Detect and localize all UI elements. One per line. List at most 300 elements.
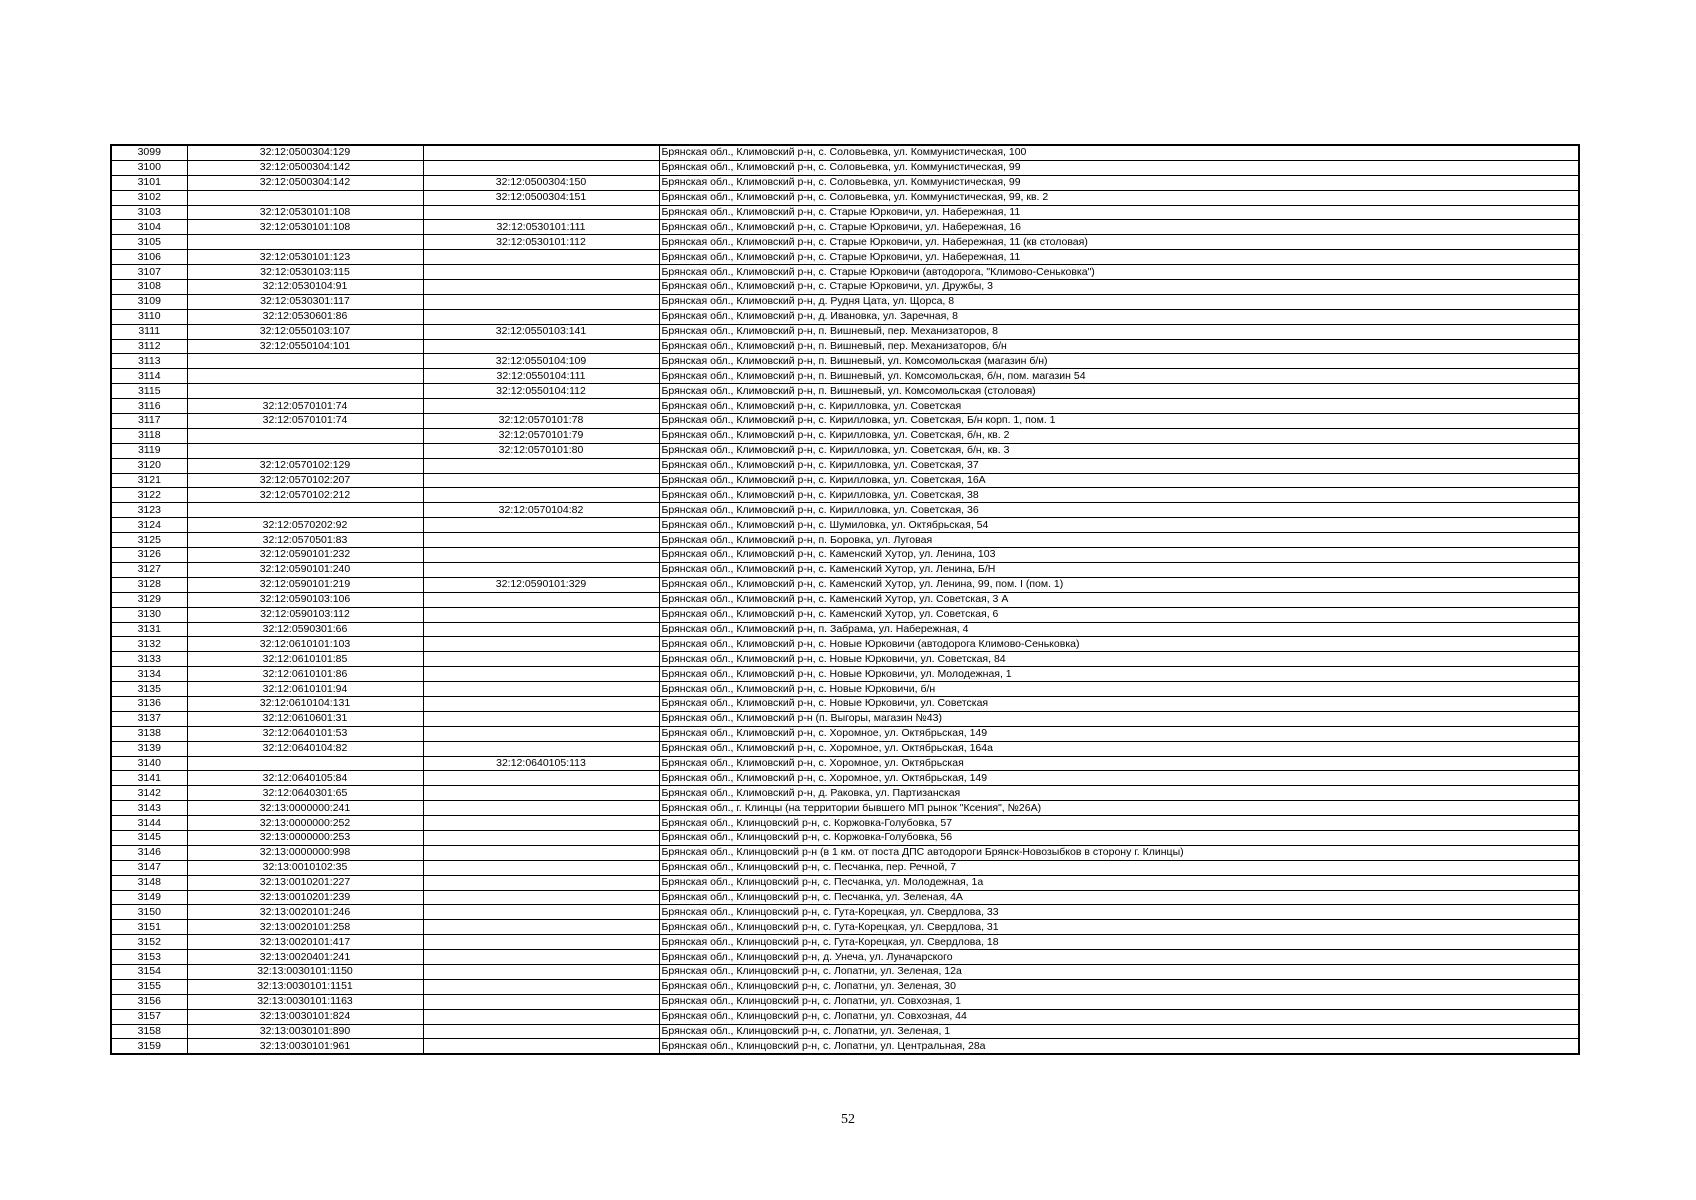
table-row [111, 562, 1579, 577]
page-number: 52 [841, 1112, 855, 1127]
address: Брянская обл., Климовский р-н, д. Раковка, ул. Партизанская [659, 786, 1579, 801]
cadastral-number: 32:12:0640105:84 [187, 771, 423, 786]
cadastral-number [187, 354, 423, 369]
related-cadastral-number [423, 830, 659, 845]
table-row [111, 265, 1579, 280]
row-number: 3102 [111, 190, 187, 205]
table-row [111, 443, 1579, 458]
address: Брянская обл., Климовский р-н (п. Выгоры, магазин №43) [659, 711, 1579, 726]
table-row [111, 607, 1579, 622]
cadastral-number [187, 756, 423, 771]
address: Брянская обл., Клинцовский р-н, с. Лопатни, ул. Зеленая, 12а [659, 964, 1579, 979]
cadastral-number: 32:12:0610601:31 [187, 711, 423, 726]
table-row [111, 1024, 1579, 1039]
related-cadastral-number [423, 1039, 659, 1054]
address: Брянская обл., Климовский р-н, с. Кирилловка, ул. Советская, 37 [659, 458, 1579, 473]
row-number: 3115 [111, 384, 187, 399]
address: Брянская обл., Климовский р-н, с. Новые Юрковичи, ул. Советская, 84 [659, 652, 1579, 667]
cadastral-number: 32:13:0000000:252 [187, 816, 423, 831]
row-number: 3104 [111, 220, 187, 235]
address: Брянская обл., Климовский р-н, с. Каменский Хутор, ул. Советская, 3 А [659, 592, 1579, 607]
address: Брянская обл., Климовский р-н, с. Хоромное, ул. Октябрьская [659, 756, 1579, 771]
cadastral-number: 32:13:0010201:239 [187, 890, 423, 905]
cadastral-number: 32:12:0500304:129 [187, 145, 423, 160]
cadastral-number: 32:12:0590301:66 [187, 622, 423, 637]
related-cadastral-number [423, 473, 659, 488]
table-row [111, 637, 1579, 652]
address: Брянская обл., Климовский р-н, с. Старые Юрковичи, ул. Дружбы, 3 [659, 280, 1579, 295]
table-row [111, 875, 1579, 890]
address: Брянская обл., Климовский р-н, с. Шумиловка, ул. Октябрьская, 54 [659, 518, 1579, 533]
table-row [111, 280, 1579, 295]
row-number: 3139 [111, 741, 187, 756]
row-number: 3155 [111, 979, 187, 994]
table-row [111, 324, 1579, 339]
address: Брянская обл., Климовский р-н, с. Старые Юрковичи, ул. Набережная, 16 [659, 220, 1579, 235]
table-row [111, 771, 1579, 786]
table-row [111, 294, 1579, 309]
related-cadastral-number [423, 399, 659, 414]
row-number: 3156 [111, 994, 187, 1009]
cadastral-number: 32:13:0030101:1151 [187, 979, 423, 994]
related-cadastral-number [423, 280, 659, 295]
table-row [111, 250, 1579, 265]
cadastral-number: 32:12:0590101:240 [187, 562, 423, 577]
cadastral-number: 32:12:0500304:142 [187, 160, 423, 175]
cadastral-number: 32:12:0530101:123 [187, 250, 423, 265]
related-cadastral-number [423, 935, 659, 950]
cadastral-number: 32:12:0530101:108 [187, 220, 423, 235]
cadastral-number: 32:13:0000000:998 [187, 845, 423, 860]
document-sheet [110, 144, 1580, 1055]
address: Брянская обл., Климовский р-н, с. Старые Юрковичи, ул. Набережная, 11 (кв столовая) [659, 235, 1579, 250]
address: Брянская обл., Климовский р-н, п. Боровка, ул. Луговая [659, 533, 1579, 548]
address: Брянская обл., Климовский р-н, с. Соловьевка, ул. Коммунистическая, 100 [659, 145, 1579, 160]
row-number: 3125 [111, 533, 187, 548]
address: Брянская обл., Клинцовский р-н, с. Лопатни, ул. Зеленая, 30 [659, 979, 1579, 994]
cadastral-number: 32:12:0570501:83 [187, 533, 423, 548]
table-row [111, 458, 1579, 473]
address: Брянская обл., Климовский р-н, п. Вишневый, ул. Комсомольская (магазин б/н) [659, 354, 1579, 369]
table-row [111, 1009, 1579, 1024]
cadastral-number [187, 235, 423, 250]
address: Брянская обл., Климовский р-н, п. Вишневый, ул. Комсомольская (столовая) [659, 384, 1579, 399]
cadastral-number: 32:12:0530103:115 [187, 265, 423, 280]
related-cadastral-number [423, 726, 659, 741]
row-number: 3129 [111, 592, 187, 607]
cadastral-number: 32:12:0550104:101 [187, 339, 423, 354]
row-number: 3117 [111, 414, 187, 429]
related-cadastral-number [423, 205, 659, 220]
table-row [111, 994, 1579, 1009]
row-number: 3137 [111, 711, 187, 726]
address: Брянская обл., Климовский р-н, п. Вишневый, пер. Механизаторов, 8 [659, 324, 1579, 339]
address: Брянская обл., Климовский р-н, с. Кирилловка, ул. Советская, б/н, кв. 2 [659, 428, 1579, 443]
cadastral-number: 32:13:0020101:258 [187, 920, 423, 935]
row-number: 3109 [111, 294, 187, 309]
address: Брянская обл., Климовский р-н, с. Каменский Хутор, ул. Ленина, Б/Н [659, 562, 1579, 577]
related-cadastral-number [423, 950, 659, 965]
address: Брянская обл., Климовский р-н, с. Каменский Хутор, ул. Ленина, 99, пом. I (пом. 1) [659, 577, 1579, 592]
row-number: 3141 [111, 771, 187, 786]
row-number: 3108 [111, 280, 187, 295]
row-number: 3151 [111, 920, 187, 935]
table-row [111, 503, 1579, 518]
row-number: 3158 [111, 1024, 187, 1039]
row-number: 3152 [111, 935, 187, 950]
address: Брянская обл., Климовский р-н, с. Кирилловка, ул. Советская, б/н, кв. 3 [659, 443, 1579, 458]
table-row [111, 950, 1579, 965]
address: Брянская обл., Климовский р-н, д. Ивановка, ул. Заречная, 8 [659, 309, 1579, 324]
table-row [111, 399, 1579, 414]
row-number: 3144 [111, 816, 187, 831]
address: Брянская обл., Климовский р-н, с. Соловьевка, ул. Коммунистическая, 99 [659, 175, 1579, 190]
address: Брянская обл., Климовский р-н, с. Кирилловка, ул. Советская [659, 399, 1579, 414]
row-number: 3103 [111, 205, 187, 220]
table-row [111, 145, 1579, 160]
address: Брянская обл., Клинцовский р-н, с. Коржовка-Голубовка, 56 [659, 830, 1579, 845]
table-row [111, 488, 1579, 503]
table-row [111, 414, 1579, 429]
row-number: 3131 [111, 622, 187, 637]
address: Брянская обл., Клинцовский р-н, с. Гута-Корецкая, ул. Свердлова, 18 [659, 935, 1579, 950]
related-cadastral-number: 32:12:0500304:150 [423, 175, 659, 190]
row-number: 3136 [111, 696, 187, 711]
address: Брянская обл., Климовский р-н, с. Хоромное, ул. Октябрьская, 149 [659, 771, 1579, 786]
address: Брянская обл., Клинцовский р-н, с. Лопатни, ул. Совхозная, 44 [659, 1009, 1579, 1024]
row-number: 3113 [111, 354, 187, 369]
row-number: 3134 [111, 667, 187, 682]
address: Брянская обл., Климовский р-н, п. Вишневый, пер. Механизаторов, б/н [659, 339, 1579, 354]
related-cadastral-number: 32:12:0550104:111 [423, 369, 659, 384]
cadastral-number: 32:12:0530301:117 [187, 294, 423, 309]
cadastral-number: 32:12:0590103:106 [187, 592, 423, 607]
cadastral-number: 32:12:0570101:74 [187, 414, 423, 429]
row-number: 3121 [111, 473, 187, 488]
related-cadastral-number [423, 294, 659, 309]
cadastral-number: 32:12:0610101:85 [187, 652, 423, 667]
related-cadastral-number [423, 667, 659, 682]
table-row [111, 920, 1579, 935]
address: Брянская обл., Климовский р-н, с. Соловьевка, ул. Коммунистическая, 99 [659, 160, 1579, 175]
cadastral-number: 32:13:0030101:1163 [187, 994, 423, 1009]
cadastral-number: 32:12:0500304:142 [187, 175, 423, 190]
address: Брянская обл., г. Клинцы (на территории бывшего МП рынок "Ксения", №26А) [659, 801, 1579, 816]
related-cadastral-number [423, 979, 659, 994]
row-number: 3112 [111, 339, 187, 354]
table-row [111, 533, 1579, 548]
table-row [111, 354, 1579, 369]
address: Брянская обл., Клинцовский р-н, с. Лопатни, ул. Центральная, 28а [659, 1039, 1579, 1054]
row-number: 3153 [111, 950, 187, 965]
related-cadastral-number [423, 533, 659, 548]
row-number: 3099 [111, 145, 187, 160]
address: Брянская обл., Клинцовский р-н, д. Унеча, ул. Луначарского [659, 950, 1579, 965]
cadastral-number: 32:12:0590101:219 [187, 577, 423, 592]
related-cadastral-number [423, 637, 659, 652]
related-cadastral-number [423, 890, 659, 905]
table-row [111, 786, 1579, 801]
row-number: 3135 [111, 682, 187, 697]
cadastral-number: 32:12:0610101:94 [187, 682, 423, 697]
related-cadastral-number [423, 816, 659, 831]
address: Брянская обл., Клинцовский р-н, с. Лопатни, ул. Зеленая, 1 [659, 1024, 1579, 1039]
cadastral-number [187, 503, 423, 518]
cadastral-number: 32:12:0570102:207 [187, 473, 423, 488]
row-number: 3114 [111, 369, 187, 384]
row-number: 3106 [111, 250, 187, 265]
cadastral-number [187, 190, 423, 205]
row-number: 3130 [111, 607, 187, 622]
row-number: 3101 [111, 175, 187, 190]
table-row [111, 309, 1579, 324]
cadastral-number: 32:12:0610104:131 [187, 696, 423, 711]
row-number: 3159 [111, 1039, 187, 1054]
row-number: 3149 [111, 890, 187, 905]
table-row [111, 384, 1579, 399]
table-row [111, 860, 1579, 875]
related-cadastral-number: 32:12:0530101:111 [423, 220, 659, 235]
related-cadastral-number [423, 607, 659, 622]
table-row [111, 428, 1579, 443]
row-number: 3100 [111, 160, 187, 175]
table-row [111, 235, 1579, 250]
cadastral-number: 32:12:0610101:103 [187, 637, 423, 652]
address: Брянская обл., Клинцовский р-н, с. Песчанка, ул. Зеленая, 4А [659, 890, 1579, 905]
row-number: 3140 [111, 756, 187, 771]
address: Брянская обл., Климовский р-н, с. Старые Юрковичи, ул. Набережная, 11 [659, 250, 1579, 265]
registry-table [110, 144, 1580, 1055]
address: Брянская обл., Климовский р-н, с. Кирилловка, ул. Советская, 16А [659, 473, 1579, 488]
cadastral-number [187, 369, 423, 384]
row-number: 3119 [111, 443, 187, 458]
cadastral-number: 32:12:0610101:86 [187, 667, 423, 682]
table-row [111, 175, 1579, 190]
cadastral-number [187, 428, 423, 443]
row-number: 3150 [111, 905, 187, 920]
cadastral-number: 32:13:0000000:253 [187, 830, 423, 845]
related-cadastral-number: 32:12:0570101:80 [423, 443, 659, 458]
row-number: 3145 [111, 830, 187, 845]
address: Брянская обл., Клинцовский р-н, с. Песчанка, пер. Речной, 7 [659, 860, 1579, 875]
cadastral-number: 32:12:0530601:86 [187, 309, 423, 324]
cadastral-number: 32:13:0020101:417 [187, 935, 423, 950]
address: Брянская обл., Климовский р-н, с. Новые Юрковичи, ул. Молодежная, 1 [659, 667, 1579, 682]
related-cadastral-number: 32:12:0530101:112 [423, 235, 659, 250]
table-row [111, 890, 1579, 905]
cadastral-number: 32:12:0590103:112 [187, 607, 423, 622]
row-number: 3132 [111, 637, 187, 652]
table-row [111, 369, 1579, 384]
table-row [111, 935, 1579, 950]
row-number: 3133 [111, 652, 187, 667]
related-cadastral-number [423, 875, 659, 890]
table-row [111, 622, 1579, 637]
address: Брянская обл., Климовский р-н, с. Хоромное, ул. Октябрьская, 149 [659, 726, 1579, 741]
address: Брянская обл., Климовский р-н, с. Кирилловка, ул. Советская, 38 [659, 488, 1579, 503]
related-cadastral-number [423, 711, 659, 726]
cadastral-number: 32:12:0570101:74 [187, 399, 423, 414]
cadastral-number [187, 443, 423, 458]
table-row [111, 518, 1579, 533]
cadastral-number: 32:13:0030101:1150 [187, 964, 423, 979]
related-cadastral-number [423, 518, 659, 533]
row-number: 3142 [111, 786, 187, 801]
table-row [111, 205, 1579, 220]
related-cadastral-number [423, 786, 659, 801]
related-cadastral-number: 32:12:0570101:79 [423, 428, 659, 443]
table-row [111, 667, 1579, 682]
cadastral-number: 32:13:0030101:824 [187, 1009, 423, 1024]
row-number: 3143 [111, 801, 187, 816]
related-cadastral-number: 32:12:0590101:329 [423, 577, 659, 592]
cadastral-number: 32:13:0020401:241 [187, 950, 423, 965]
address: Брянская обл., Климовский р-н, с. Новые Юрковичи (автодорога Климово-Сеньковка) [659, 637, 1579, 652]
related-cadastral-number [423, 488, 659, 503]
related-cadastral-number [423, 592, 659, 607]
address: Брянская обл., Климовский р-н, д. Рудня Цата, ул. Щорса, 8 [659, 294, 1579, 309]
table-row [111, 756, 1579, 771]
row-number: 3123 [111, 503, 187, 518]
table-row [111, 190, 1579, 205]
cadastral-number: 32:12:0570102:129 [187, 458, 423, 473]
table-row [111, 741, 1579, 756]
address: Брянская обл., Клинцовский р-н, с. Песчанка, ул. Молодежная, 1а [659, 875, 1579, 890]
cadastral-number: 32:13:0010102:35 [187, 860, 423, 875]
row-number: 3120 [111, 458, 187, 473]
related-cadastral-number [423, 994, 659, 1009]
cadastral-number: 32:13:0000000:241 [187, 801, 423, 816]
related-cadastral-number [423, 265, 659, 280]
cadastral-number: 32:13:0030101:890 [187, 1024, 423, 1039]
address: Брянская обл., Климовский р-н, с. Старые Юрковичи (автодорога, "Климово-Сеньковка") [659, 265, 1579, 280]
related-cadastral-number [423, 801, 659, 816]
row-number: 3127 [111, 562, 187, 577]
table-row [111, 845, 1579, 860]
cadastral-number: 32:12:0590101:232 [187, 548, 423, 563]
cadastral-number: 32:12:0550103:107 [187, 324, 423, 339]
cadastral-number: 32:12:0640101:53 [187, 726, 423, 741]
row-number: 3105 [111, 235, 187, 250]
related-cadastral-number [423, 920, 659, 935]
table-row [111, 220, 1579, 235]
row-number: 3124 [111, 518, 187, 533]
table-row [111, 652, 1579, 667]
table-row [111, 682, 1579, 697]
row-number: 3128 [111, 577, 187, 592]
related-cadastral-number: 32:12:0500304:151 [423, 190, 659, 205]
table-row [111, 711, 1579, 726]
row-number: 3146 [111, 845, 187, 860]
row-number: 3118 [111, 428, 187, 443]
related-cadastral-number [423, 250, 659, 265]
table-row [111, 816, 1579, 831]
related-cadastral-number: 32:12:0550104:109 [423, 354, 659, 369]
address: Брянская обл., Климовский р-н, с. Старые Юрковичи, ул. Набережная, 11 [659, 205, 1579, 220]
cadastral-number: 32:12:0570102:212 [187, 488, 423, 503]
related-cadastral-number [423, 160, 659, 175]
address: Брянская обл., Климовский р-н, с. Новые Юрковичи, ул. Советская [659, 696, 1579, 711]
related-cadastral-number [423, 309, 659, 324]
related-cadastral-number [423, 741, 659, 756]
cadastral-number: 32:12:0530104:91 [187, 280, 423, 295]
related-cadastral-number [423, 696, 659, 711]
related-cadastral-number [423, 652, 659, 667]
address: Брянская обл., Клинцовский р-н, с. Гута-Корецкая, ул. Свердлова, 31 [659, 920, 1579, 935]
cadastral-number: 32:12:0640301:65 [187, 786, 423, 801]
row-number: 3110 [111, 309, 187, 324]
row-number: 3122 [111, 488, 187, 503]
related-cadastral-number [423, 145, 659, 160]
cadastral-number: 32:13:0010201:227 [187, 875, 423, 890]
related-cadastral-number [423, 845, 659, 860]
address: Брянская обл., Клинцовский р-н, с. Лопатни, ул. Совхозная, 1 [659, 994, 1579, 1009]
table-row [111, 830, 1579, 845]
table-row [111, 160, 1579, 175]
address: Брянская обл., Климовский р-н, с. Каменский Хутор, ул. Советская, 6 [659, 607, 1579, 622]
related-cadastral-number: 32:12:0570104:82 [423, 503, 659, 518]
cadastral-number [187, 384, 423, 399]
related-cadastral-number: 32:12:0570101:78 [423, 414, 659, 429]
cadastral-number: 32:12:0570202:92 [187, 518, 423, 533]
related-cadastral-number [423, 339, 659, 354]
table-row [111, 592, 1579, 607]
row-number: 3116 [111, 399, 187, 414]
row-number: 3107 [111, 265, 187, 280]
related-cadastral-number: 32:12:0640105:113 [423, 756, 659, 771]
table-row [111, 1039, 1579, 1054]
address: Брянская обл., Климовский р-н, с. Новые Юрковичи, б/н [659, 682, 1579, 697]
table-row [111, 473, 1579, 488]
table-row [111, 905, 1579, 920]
related-cadastral-number [423, 1024, 659, 1039]
address: Брянская обл., Клинцовский р-н (в 1 км. от поста ДПС автодороги Брянск-Новозыбков в сторону г. Клинцы) [659, 845, 1579, 860]
row-number: 3154 [111, 964, 187, 979]
registry-table-body [111, 145, 1579, 1054]
table-row [111, 979, 1579, 994]
related-cadastral-number [423, 548, 659, 563]
row-number: 3126 [111, 548, 187, 563]
table-row [111, 696, 1579, 711]
address: Брянская обл., Клинцовский р-н, с. Гута-Корецкая, ул. Свердлова, 33 [659, 905, 1579, 920]
related-cadastral-number [423, 562, 659, 577]
address: Брянская обл., Климовский р-н, с. Хоромное, ул. Октябрьская, 164а [659, 741, 1579, 756]
table-row [111, 964, 1579, 979]
address: Брянская обл., Климовский р-н, п. Вишневый, ул. Комсомольская, б/н, пом. магазин 54 [659, 369, 1579, 384]
row-number: 3147 [111, 860, 187, 875]
table-row [111, 577, 1579, 592]
table-row [111, 726, 1579, 741]
row-number: 3111 [111, 324, 187, 339]
table-row [111, 801, 1579, 816]
address: Брянская обл., Климовский р-н, п. Забрама, ул. Набережная, 4 [659, 622, 1579, 637]
related-cadastral-number: 32:12:0550103:141 [423, 324, 659, 339]
row-number: 3157 [111, 1009, 187, 1024]
table-row [111, 548, 1579, 563]
related-cadastral-number: 32:12:0550104:112 [423, 384, 659, 399]
cadastral-number: 32:12:0530101:108 [187, 205, 423, 220]
row-number: 3148 [111, 875, 187, 890]
cadastral-number: 32:13:0030101:961 [187, 1039, 423, 1054]
address: Брянская обл., Климовский р-н, с. Соловьевка, ул. Коммунистическая, 99, кв. 2 [659, 190, 1579, 205]
related-cadastral-number [423, 860, 659, 875]
related-cadastral-number [423, 458, 659, 473]
address: Брянская обл., Климовский р-н, с. Кирилловка, ул. Советская, Б/н корп. 1, пом. 1 [659, 414, 1579, 429]
cadastral-number: 32:13:0020101:246 [187, 905, 423, 920]
address: Брянская обл., Климовский р-н, с. Каменский Хутор, ул. Ленина, 103 [659, 548, 1579, 563]
related-cadastral-number [423, 682, 659, 697]
cadastral-number: 32:12:0640104:82 [187, 741, 423, 756]
